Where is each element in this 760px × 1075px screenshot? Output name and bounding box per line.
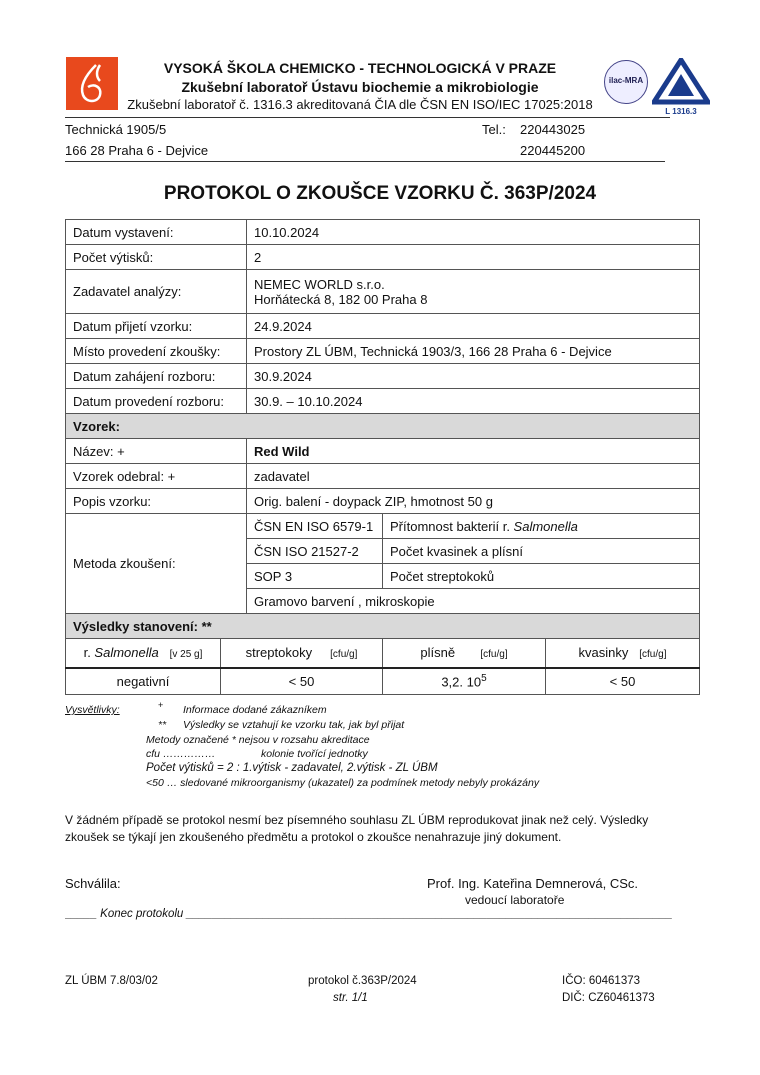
row-value: 30.9. – 10.10.2024 <box>247 389 700 414</box>
note-6: <50 … sledované mikroorganismy (ukazatel) za podmínek metody nebyly prokázány <box>146 777 540 789</box>
row-label: Místo provedení zkoušky: <box>66 339 247 364</box>
result-salmonella: negativní <box>66 668 221 695</box>
footer-doc-code: ZL ÚBM 7.8/03/02 <box>65 975 158 987</box>
section-header-results <box>66 614 700 639</box>
note-mark: ** <box>158 719 167 731</box>
note-4: kolonie tvořící jednotky <box>261 748 368 760</box>
cia-logo: L 1316.3 <box>652 58 710 116</box>
notes-label: Vysvětlivky: <box>65 704 120 716</box>
client-address: Horňátecká 8, 182 00 Praha 8 <box>254 291 428 307</box>
approver-role: vedoucí laboratoře <box>465 893 565 907</box>
table-row <box>66 339 700 364</box>
result-col-salmonella: r. Salmonella [v 25 g] <box>66 639 221 668</box>
row-label: Zadavatel analýzy: <box>66 270 247 314</box>
accreditation-line: Zkušební laboratoř č. 1316.3 akreditovaná ČIA dle ČSN EN ISO/IEC 17025:2018 <box>127 97 593 112</box>
method-desc: Počet streptokoků <box>383 564 700 589</box>
lab-name: Zkušební laboratoř Ústavu biochemie a mikrobiologie <box>181 79 539 95</box>
result-molds: 3,2. $10^5$ <box>383 668 546 695</box>
method-desc: Přítomnost bakterií r. Salmonella <box>383 514 700 539</box>
sample-description: Orig. balení - doypack ZIP, hmotnost 50 g <box>247 489 700 514</box>
row-label: Datum přijetí vzorku: <box>66 314 247 339</box>
vscht-logo <box>66 57 118 110</box>
footer-protocol: protokol č.363P/2024 <box>308 975 417 987</box>
header-divider <box>65 117 670 118</box>
sample-taken-by: zadavatel <box>247 464 700 489</box>
tel-1: 220443025 <box>520 122 586 137</box>
note-mark: + <box>158 700 164 710</box>
row-label: Počet výtisků: <box>66 245 247 270</box>
section-header-sample <box>66 414 700 439</box>
section-title: Vzorek: <box>66 414 700 439</box>
row-value: Prostory ZL ÚBM, Technická 1903/3, 166 28 Praha 6 - Dejvice <box>247 339 700 364</box>
table-row <box>66 270 700 314</box>
results-header-row <box>66 639 700 668</box>
table-row <box>66 245 700 270</box>
approval-label: Schválila: <box>65 876 121 891</box>
page-title: PROTOKOL O ZKOUŠCE VZORKU Č. 363P/2024 <box>163 183 597 204</box>
row-label: Vzorek odebral: + <box>66 464 247 489</box>
section-title: Výsledky stanovení: ** <box>66 614 700 639</box>
tel-label: Tel.: <box>482 122 506 137</box>
ilac-logo: ilac-MRA <box>604 60 648 104</box>
row-label: Datum zahájení rozboru: <box>66 364 247 389</box>
row-value: 10.10.2024 <box>247 220 700 245</box>
note-5: Počet výtisků = 2 : 1.výtisk - zadavatel, 2.výtisk - ZL ÚBM <box>146 762 438 774</box>
note-4-term: cfu …………… <box>146 748 216 760</box>
client-name: NEMEC WORLD s.r.o. <box>254 276 385 292</box>
result-col-molds: plísně [cfu/g] <box>383 639 546 668</box>
row-label: Název: + <box>66 439 247 464</box>
result-col-streptococci: streptokoky [cfu/g] <box>221 639 383 668</box>
row-label: Metoda zkoušení: <box>66 514 247 614</box>
address-city: 166 28 Praha 6 - Dejvice <box>65 143 209 158</box>
row-label: Datum provedení rozboru: <box>66 389 247 414</box>
table-row <box>66 220 700 245</box>
university-name: VYSOKÁ ŠKOLA CHEMICKO - TECHNOLOGICKÁ V PRAZE <box>163 60 557 76</box>
note-3: Metody označené * nejsou v rozsahu akreditace <box>146 734 370 746</box>
result-yeasts: < 50 <box>546 668 700 695</box>
row-value: 2 <box>247 245 700 270</box>
note-1: Informace dodané zákazníkem <box>183 704 327 716</box>
table-row <box>66 314 700 339</box>
results-value-row <box>66 668 700 695</box>
table-row <box>66 389 700 414</box>
address-divider <box>65 161 665 162</box>
protocol-table <box>65 219 700 695</box>
row-value: 24.9.2024 <box>247 314 700 339</box>
footer-page: str. 1/1 <box>333 992 368 1004</box>
row-value: 30.9.2024 <box>247 364 700 389</box>
footer-ico: IČO: 60461373 <box>562 975 641 987</box>
address-street: Technická 1905/5 <box>65 122 167 137</box>
row-value <box>247 270 700 314</box>
method-code: SOP 3 <box>247 564 383 589</box>
result-col-yeasts: kvasinky [cfu/g] <box>546 639 700 668</box>
table-row <box>66 489 700 514</box>
disclaimer: V žádném případě se protokol nesmí bez písemného souhlasu ZL ÚBM reprodukovat jinak než celý. Výsledky zkoušek se týkají jen zkoušeného předmětu a protokol o zkoušce nenahrazuje jiný dokument. <box>65 813 649 844</box>
table-row <box>66 364 700 389</box>
result-streptococci: < 50 <box>221 668 383 695</box>
footer-dic: DIČ: CZ60461373 <box>562 992 655 1004</box>
approver-name: Prof. Ing. Kateřina Demnerová, CSc. <box>427 876 638 891</box>
row-label: Datum vystavení: <box>66 220 247 245</box>
method-code: ČSN ISO 21527-2 <box>247 539 383 564</box>
table-row <box>66 464 700 489</box>
end-of-protocol: _____ Konec protokolu ____________________________________________________________________________ <box>65 908 673 920</box>
method-desc: Počet kvasinek a plísní <box>383 539 700 564</box>
tel-2: 220445200 <box>520 143 586 158</box>
sample-name: Red Wild <box>247 439 700 464</box>
method-extra: Gramovo barvení , mikroskopie <box>247 589 700 614</box>
method-row <box>66 514 700 539</box>
row-label: Popis vzorku: <box>66 489 247 514</box>
table-row <box>66 439 700 464</box>
note-2: Výsledky se vztahují ke vzorku tak, jak byl přijat <box>183 719 405 731</box>
method-code: ČSN EN ISO 6579-1 <box>247 514 383 539</box>
